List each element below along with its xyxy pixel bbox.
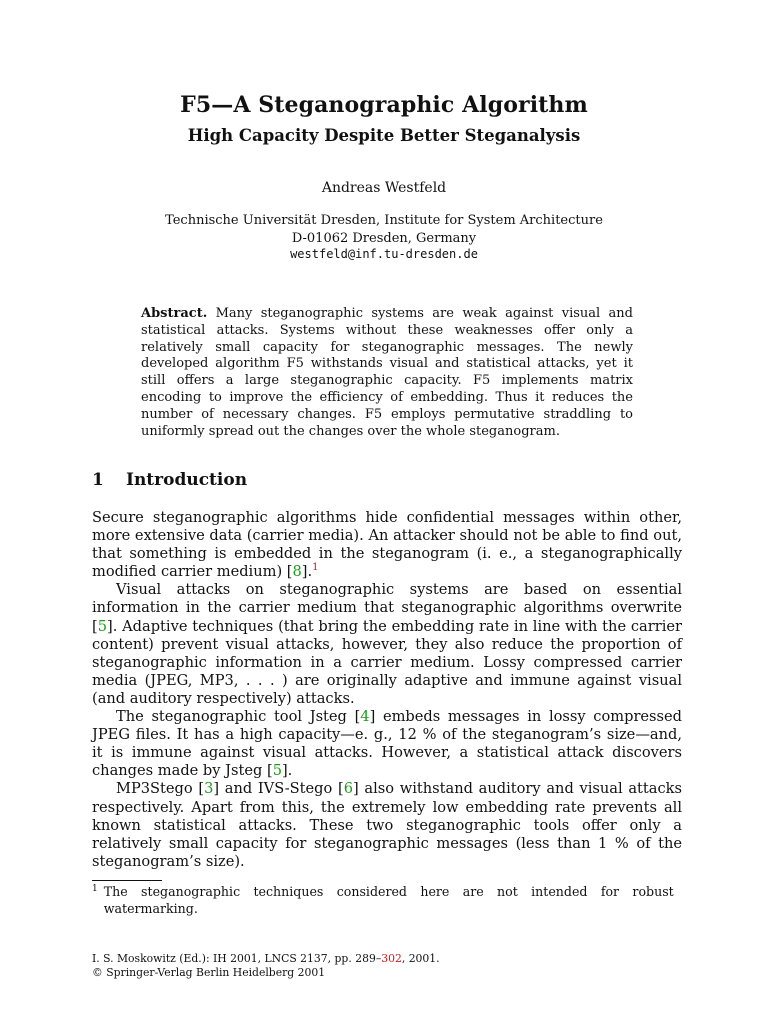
abstract-text: Many steganographic systems are weak against visual and statistical attacks. Systems without these weaknesses offer only a relatively small capacity for steganographic messages. The newly developed algorithm F5 withstands visual and statistical attacks, yet it still offers a large steganographic capacity. F5 implements matrix encoding to improve the efficiency of embedding. Thus it reduces the number of necessary changes. F5 employs permutative straddling to uniformly spread out the changes over the whole steganogram. bbox=[141, 306, 633, 439]
body-text bbox=[92, 509, 682, 871]
citation-link[interactable]: 5 bbox=[97, 617, 107, 635]
section-heading bbox=[92, 470, 247, 490]
affiliation-line-1: Technische Universität Dresden, Institute for System Architecture bbox=[165, 213, 603, 228]
affiliation bbox=[0, 212, 768, 247]
citation-line: I. S. Moskowitz (Ed.): IH 2001, LNCS 2137, pp. 289–302, 2001. bbox=[92, 952, 440, 965]
paragraph-2: Visual attacks on steganographic systems are based on essential information in the carrier medium that steganographic algorithms overwrite [5]. Adaptive techniques (that bring the embedding rate in line with the carrier content) prevent visual attacks, however, they also reduce the proportion of steganographic information in a carrier medium. Lossy compressed carrier media (JPEG, MP3, . . . ) are originally adaptive and immune against visual (and auditory respectively) attacks. bbox=[92, 581, 682, 707]
author-name: Andreas Westfeld bbox=[321, 180, 447, 196]
section-number: 1 bbox=[92, 470, 104, 490]
footnote-number: 1 bbox=[92, 883, 98, 894]
citation-link[interactable]: 8 bbox=[292, 563, 302, 581]
paragraph-3: The steganographic tool Jsteg [4] embeds messages in lossy compressed JPEG files. It has a high capacity—e. g., 12 % of the steganogram’s size—and, it is immune against visual attacks. However, a statistical attack discovers changes made by Jsteg [5]. bbox=[92, 708, 683, 780]
page-range-link[interactable]: 302 bbox=[381, 952, 402, 965]
citation-link[interactable]: 5 bbox=[272, 762, 282, 780]
abstract-label: Abstract. bbox=[141, 306, 208, 321]
footnote-text: The steganographic techniques considered here are not intended for robust watermarking. bbox=[103, 884, 674, 916]
abstract bbox=[141, 306, 633, 440]
footnote bbox=[92, 884, 682, 917]
footnote-divider bbox=[92, 880, 162, 881]
paper-subtitle: High Capacity Despite Better Steganalysis bbox=[187, 126, 581, 145]
copyright-line: © Springer-Verlag Berlin Heidelberg 2001 bbox=[92, 966, 326, 979]
citation-link[interactable]: 6 bbox=[343, 780, 353, 798]
colophon bbox=[92, 952, 440, 980]
paragraph-1: Secure steganographic algorithms hide confidential messages within other, more extensive data (carrier media). An attacker should not be able to find out, that something is embedded in the steganogram (i. e., a steganographically modified carrier medium) [8].$^1$ bbox=[92, 509, 682, 581]
citation-link[interactable]: 4 bbox=[360, 708, 370, 726]
affiliation-line-2: D-01062 Dresden, Germany bbox=[291, 230, 477, 246]
footnote-marker[interactable]: 1 bbox=[312, 562, 319, 574]
section-title: Introduction bbox=[126, 470, 248, 490]
paragraph-4: MP3Stego [3] and IVS-Stego [6] also withstand auditory and visual attacks respectively. Apart from this, the extremely low embedding rate prevents all known statistical attacks. These two steganographic tools offer only a relatively small capacity for steganographic messages (less than 1 % of the steganogram’s size). bbox=[92, 780, 682, 870]
author-email[interactable]: westfeld@inf.tu-dresden.de bbox=[290, 247, 478, 261]
citation-link[interactable]: 3 bbox=[204, 780, 214, 798]
paper-title: F5—A Steganographic Algorithm bbox=[180, 92, 588, 118]
